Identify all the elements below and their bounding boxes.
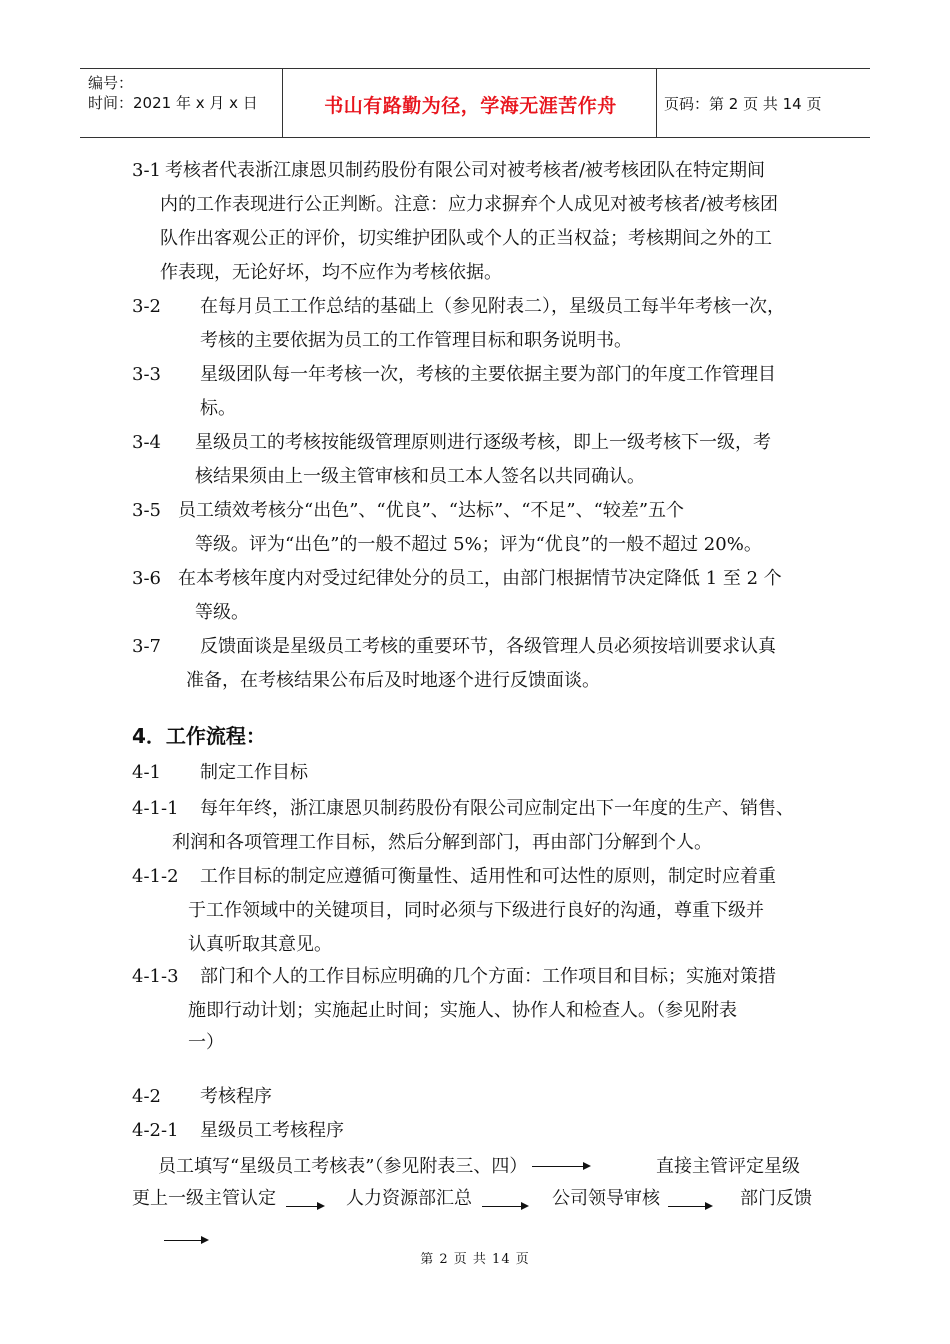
header-motto: 书山有路勤为径，学海无涯苦作舟 [324, 95, 617, 117]
item-4-1-3-line: 施即行动计划；实施起止时间；实施人、协作人和检查人。（参见附表 [188, 1000, 737, 1021]
item-3-1-line: 内的工作表现进行公正判断。注意：应力求摒弃个人成见对被考核者/被考核团 [160, 194, 779, 215]
item-number: 3-4 [132, 432, 161, 453]
header-divider [656, 69, 657, 137]
flow-step: 直接主管评定星级 [656, 1156, 800, 1177]
item-number: 3-3 [132, 364, 161, 385]
flow-step: 公司领导审核 [552, 1188, 660, 1209]
flow-arrow-icon [532, 1166, 584, 1167]
item-3-6-line: 在本考核年度内对受过纪律处分的员工，由部门根据情节决定降低 1 至 2 个 [178, 568, 782, 589]
item-number: 3-5 [132, 500, 161, 521]
item-3-6-line: 等级。 [195, 602, 249, 623]
item-4-1-2-line: 于工作领域中的关键项目，同时必须与下级进行良好的沟通，尊重下级并 [188, 900, 764, 921]
item-4-2-text: 考核程序 [200, 1086, 272, 1107]
flow-arrow-icon [286, 1206, 318, 1207]
flow-step: 人力资源部汇总 [346, 1188, 472, 1209]
item-number: 4-2-1 [132, 1120, 179, 1141]
item-number: 4-1-1 [132, 798, 179, 819]
item-3-3-line: 星级团队每一年考核一次，考核的主要依据主要为部门的年度工作管理目 [200, 364, 776, 385]
item-4-1-text: 制定工作目标 [200, 762, 308, 783]
item-number: 3-6 [132, 568, 161, 589]
item-3-7-line: 准备，在考核结果公布后及时地逐个进行反馈面谈。 [186, 670, 600, 691]
item-4-1-2-line: 工作目标的制定应遵循可衡量性、适用性和可达性的原则，制定时应着重 [200, 866, 776, 887]
item-number: 4-1-3 [132, 966, 179, 987]
page-footer: 第 2 页 共 14 页 [420, 1252, 530, 1267]
flow-step: 更上一级主管认定 [132, 1188, 276, 1209]
item-4-1-1-line: 每年年终，浙江康恩贝制药股份有限公司应制定出下一年度的生产、销售、 [200, 798, 794, 819]
flow-step: 部门反馈 [740, 1188, 812, 1209]
header-divider [282, 69, 283, 137]
item-number: 3-1 [132, 160, 161, 181]
header-page-info: 页码：第 2 页 共 14 页 [664, 95, 822, 113]
item-3-2-line: 考核的主要依据为员工的工作管理目标和职务说明书。 [200, 330, 632, 351]
item-4-2-1-text: 星级员工考核程序 [200, 1120, 344, 1141]
item-3-1-line: 考核者代表浙江康恩贝制药股份有限公司对被考核者/被考核团队在特定期间 [165, 160, 766, 181]
flow-arrow-icon [668, 1206, 706, 1207]
item-number: 4-1-2 [132, 866, 179, 887]
section-heading: 4．工作流程： [132, 724, 266, 748]
item-3-5-line: 员工绩效考核分“出色”、“优良”、“达标”、“不足”、“较差”五个 [178, 500, 685, 521]
item-number: 3-7 [132, 636, 161, 657]
item-4-1-2-line: 认真听取其意见。 [188, 934, 332, 955]
flow-arrow-icon [164, 1240, 202, 1241]
item-3-3-line: 标。 [200, 398, 236, 419]
item-number: 4-2 [132, 1086, 161, 1107]
item-3-7-line: 反馈面谈是星级员工考核的重要环节，各级管理人员必须按培训要求认真 [200, 636, 776, 657]
item-3-2-line: 在每月员工工作总结的基础上（参见附表二），星级员工每半年考核一次， [200, 296, 785, 317]
flow-arrow-icon [482, 1206, 522, 1207]
page-header [80, 68, 870, 138]
item-number: 4-1 [132, 762, 161, 783]
item-3-5-line: 等级。评为“出色”的一般不超过 5%；评为“优良”的一般不超过 20%。 [195, 534, 762, 555]
item-4-1-3-line: 部门和个人的工作目标应明确的几个方面：工作项目和目标；实施对策措 [200, 966, 776, 987]
time-label: 时间：2021 年 x 月 x 日 [88, 94, 258, 112]
item-3-1-line: 作表现，无论好坏，均不应作为考核依据。 [160, 262, 502, 283]
item-4-1-1-line: 利润和各项管理工作目标，然后分解到部门，再由部门分解到个人。 [172, 832, 712, 853]
item-4-1-3-line: 一） [188, 1032, 224, 1053]
header-meta [88, 73, 258, 113]
code-label: 编号： [88, 74, 134, 92]
item-3-4-line: 核结果须由上一级主管审核和员工本人签名以共同确认。 [195, 466, 645, 487]
item-3-1-line: 队作出客观公正的评价，切实维护团队或个人的正当权益；考核期间之外的工 [160, 228, 772, 249]
flow-step: 员工填写“星级员工考核表”（参见附表三、四） [158, 1156, 528, 1177]
item-number: 3-2 [132, 296, 161, 317]
item-3-4-line: 星级员工的考核按能级管理原则进行逐级考核，即上一级考核下一级，考 [195, 432, 771, 453]
